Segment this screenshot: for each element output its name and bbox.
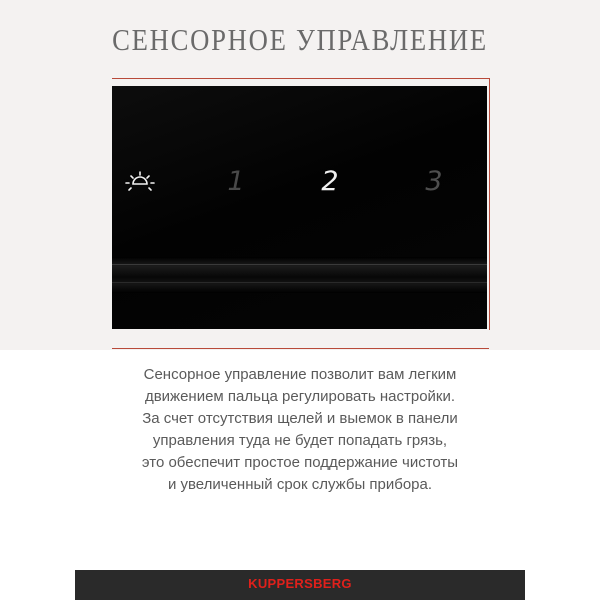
brand-logo: KUPPERSBERG	[248, 576, 352, 591]
frame-line-right	[489, 78, 490, 330]
description-text	[0, 364, 600, 496]
light-icon	[123, 167, 157, 197]
speed-2-button[interactable]: 2	[321, 166, 339, 197]
panel-bottom-edge	[112, 257, 487, 293]
description-line: Сенсорное управление позволит вам легким	[143, 366, 457, 383]
description-line: управления туда не будет попадать грязь,	[152, 432, 448, 449]
speed-1-button[interactable]: 1	[227, 166, 245, 197]
description-line: и увеличенный срок службы прибора.	[167, 476, 433, 493]
speed-3-button[interactable]: 3	[425, 166, 443, 197]
description-line: это обеспечит простое поддержание чистоты	[141, 454, 459, 471]
divider-line	[112, 348, 489, 349]
description-line: движением пальца регулировать настройки.	[144, 388, 456, 405]
description-line: За счет отсутствия щелей и выемок в панели	[142, 410, 458, 427]
control-panel	[112, 86, 487, 329]
panel-edge-highlight-lower	[112, 282, 487, 283]
frame-line-top	[112, 78, 490, 79]
footer-bar	[75, 570, 525, 600]
panel-edge-highlight	[112, 264, 487, 265]
page-title: СЕНСОРНОЕ УПРАВЛЕНИЕ	[112, 22, 488, 57]
light-button[interactable]	[120, 164, 160, 200]
